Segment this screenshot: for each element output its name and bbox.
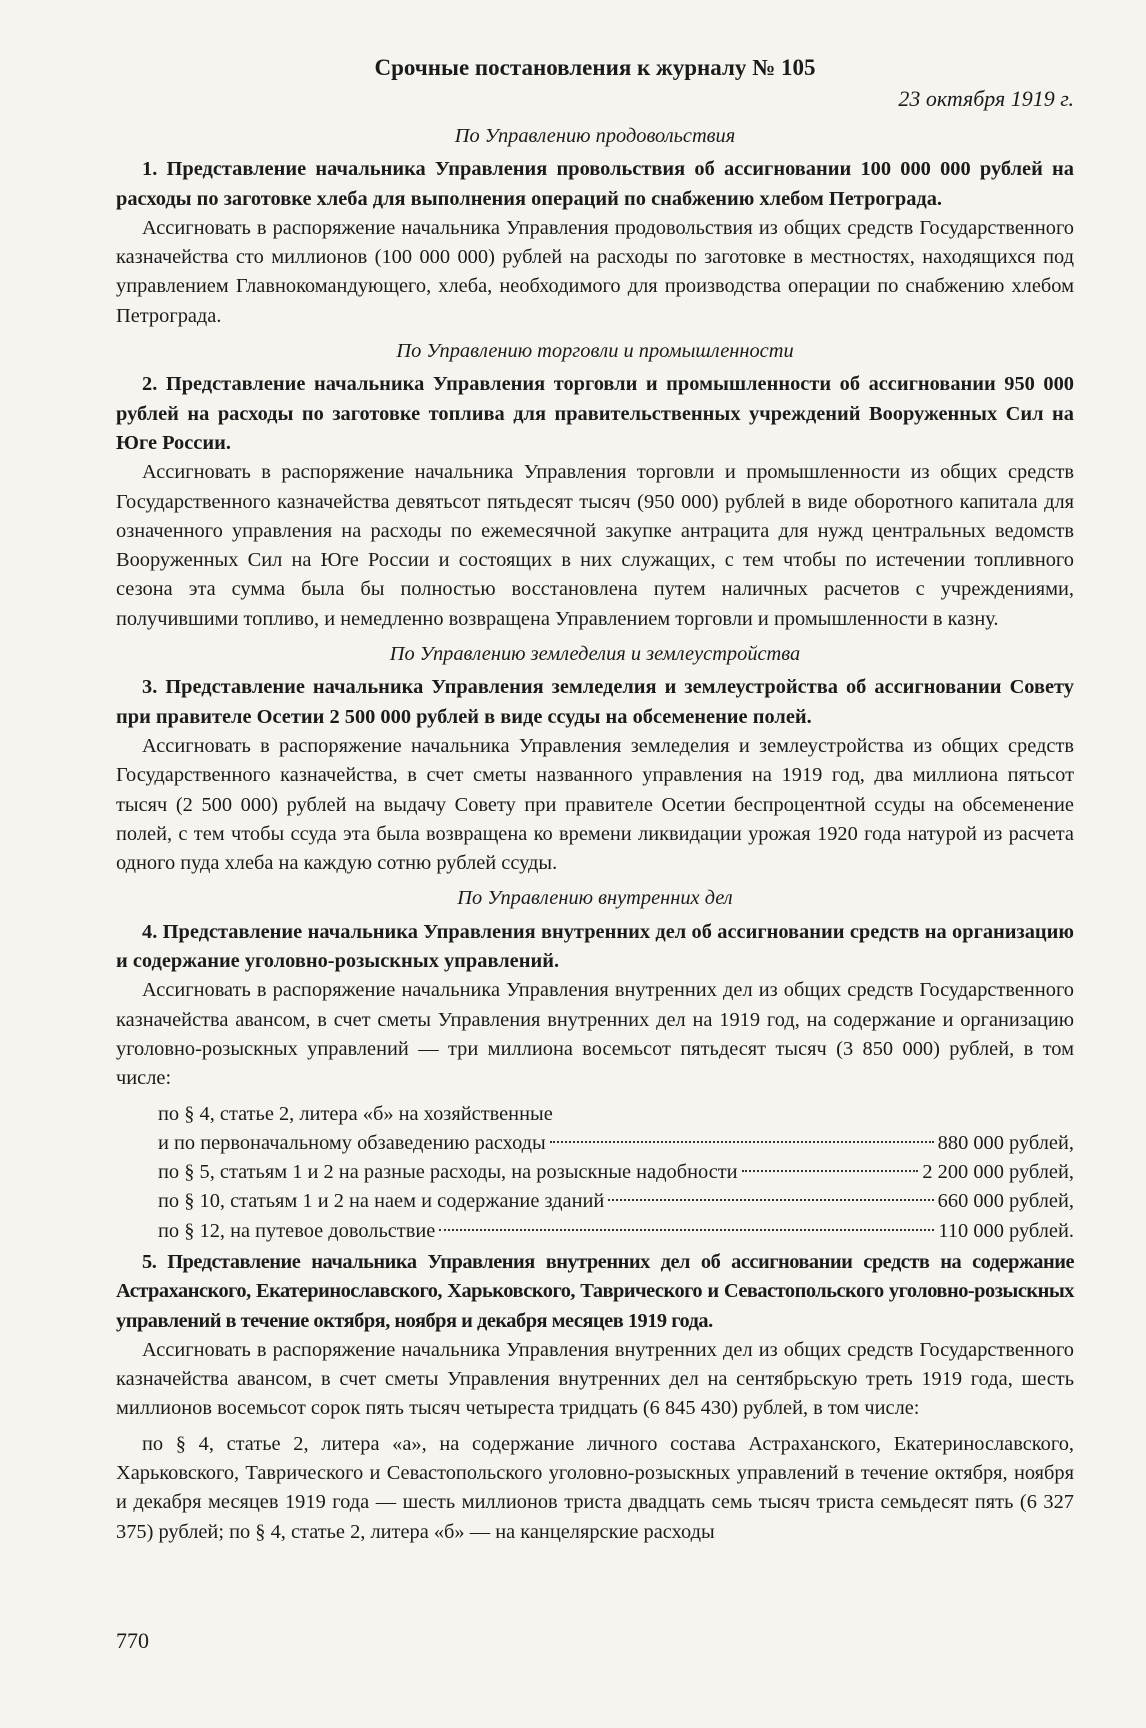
document-content — [116, 52, 1074, 1553]
allocation-amount: 2 200 000 рублей, — [922, 1161, 1074, 1184]
item-body-1: Ассигновать в распоряжение начальника Управления продовольствия из общих средств Государственного казначейства сто миллионов (100 000 000) рублей на расходы по заготовке в местностях, находящихся под управлением Главнокомандующего, хлеба, необходимого для производства операции по снабжению хлебом Петрограда. — [116, 216, 1074, 327]
document-date: 23 октября 1919 г. — [898, 86, 1074, 111]
item-heading-2: 2. Представление начальника Управления торговли и промышленности об ассигновании 950 000 рублей на расходы по заготовке топлива для правительственных учреждений Вооруженных Сил на Юге России. — [116, 373, 1074, 454]
leader-dots — [550, 1141, 934, 1143]
section-heading-4: По Управлению внутренних дел — [457, 887, 733, 910]
section-heading-3: По Управлению земледелия и землеустройства — [389, 643, 801, 666]
allocation-amount: 880 000 рублей, — [937, 1131, 1074, 1154]
allocation-row — [158, 1187, 1074, 1216]
leader-dots — [742, 1170, 919, 1172]
leader-dots — [608, 1199, 933, 1201]
allocation-label: по § 10, статьям 1 и 2 на наем и содержание зданий — [158, 1190, 605, 1213]
item-heading-1: 1. Представление начальника Управления провольствия об ассигновании 100 000 000 рублей на расходы по заготовке хлеба для выполнения операций по снабжению хлебом Петрограда. — [116, 158, 1074, 210]
section-heading-1: По Управлению продовольствия — [454, 125, 736, 147]
item-heading-5: 5. Представление начальника Управления внутренних дел об ассигновании средств на содержание Астраханского, Екатеринославского, Харьковского, Таврического и Севастопольского уголовно-розыскных управлений в течение октября, ноября и декабря месяцев 1919 года. — [116, 1250, 1074, 1332]
leader-dots — [439, 1229, 934, 1231]
allocation-row — [158, 1217, 1074, 1246]
item-body-4: Ассигновать в распоряжение начальника Управления внутренних дел из общих средств Государственного казначейства авансом, в счет сметы Управления внутренних дел на 1919 год, на содержание и организацию уголовно-розыскных управлений — три миллиона восемьсот пятьдесят тысяч (3 850 000) рублей, в том числе: — [116, 979, 1074, 1090]
allocation-row — [158, 1129, 1074, 1158]
allocation-amount: 660 000 рублей, — [937, 1190, 1074, 1213]
item-heading-4: 4. Представление начальника Управления внутренних дел об ассигновании средств на организацию и содержание уголовно-розыскных управлений. — [116, 920, 1074, 973]
allocation-amount: 110 000 рублей. — [938, 1219, 1074, 1242]
section-heading-2: По Управлению торговли и промышленности — [396, 340, 794, 363]
allocation-row — [158, 1100, 1074, 1129]
item-body-2: Ассигновать в распоряжение начальника Управления торговли и промышленности из общих средств Государственного казначейства девятьсот пятьдесят тысяч (950 000) рублей в виде оборотного капитала для означенного управления на расходы по ежемесячной закупке антрацита для нужд центральных ведомств Вооруженных Сил на Юге России и состоящих в них служащих, с тем чтобы по истечении топливного сезона эта сумма была бы полностью восстановлена путем наличных расчетов с учреждениями, получившими топливо, и немедленно возвращена Управлением торговли и промышленности в казну. — [116, 461, 1074, 630]
allocation-list — [116, 1100, 1074, 1246]
allocation-row — [158, 1158, 1074, 1187]
allocation-label: по § 12, на путевое довольствие — [158, 1219, 436, 1242]
item-body-3: Ассигновать в распоряжение начальника Управления земледелия и землеустройства из общих средств Государственного казначейства, в счет сметы названного управления на 1919 год, два миллиона пятьсот тысяч (2 500 000) рублей на выдачу Совету при правителе Осетии беспроцентной ссуды на обсеменение полей, с тем чтобы ссуда эта была возвращена ко времени ликвидации урожая 1920 года натурой из расчета одного пуда хлеба на каждую сотню рублей ссуды. — [116, 734, 1074, 875]
allocation-label: по § 5, статьям 1 и 2 на разные расходы, на розыскные надобности — [158, 1161, 738, 1184]
document-title: Срочные постановления к журналу № 105 — [374, 55, 816, 80]
item-body-5: Ассигновать в распоряжение начальника Управления внутренних дел из общих средств Государственного казначейства авансом, в счет сметы Управления внутренних дел на сентябрьскую треть 1919 года, шесть миллионов восемьсот сорок пять тысяч четыреста тридцать (6 845 430) рублей, в том числе: — [116, 1338, 1074, 1420]
item-body-5-continued: по § 4, статье 2, литера «а», на содержание личного состава Астраханского, Екатеринославского, Харьковского, Таврического и Севастопольского уголовно-розыскных управлений в течение октября, ноября и декабря месяцев 1919 года — шесть миллионов триста двадцать семь тысяч триста семьдесят пять (6 327 375) рублей; по § 4, статье 2, литера «б» — на канцелярские расходы — [116, 1432, 1074, 1543]
allocation-label: и по первоначальному обзаведению расходы — [158, 1131, 546, 1154]
page-number: 770 — [116, 1628, 149, 1653]
allocation-label: по § 4, статье 2, литера «б» на хозяйственные — [158, 1102, 553, 1125]
item-heading-3: 3. Представление начальника Управления земледелия и землеустройства об ассигновании Совету при правителе Осетии 2 500 000 рублей в виде ссуды на обсеменение полей. — [116, 676, 1074, 728]
